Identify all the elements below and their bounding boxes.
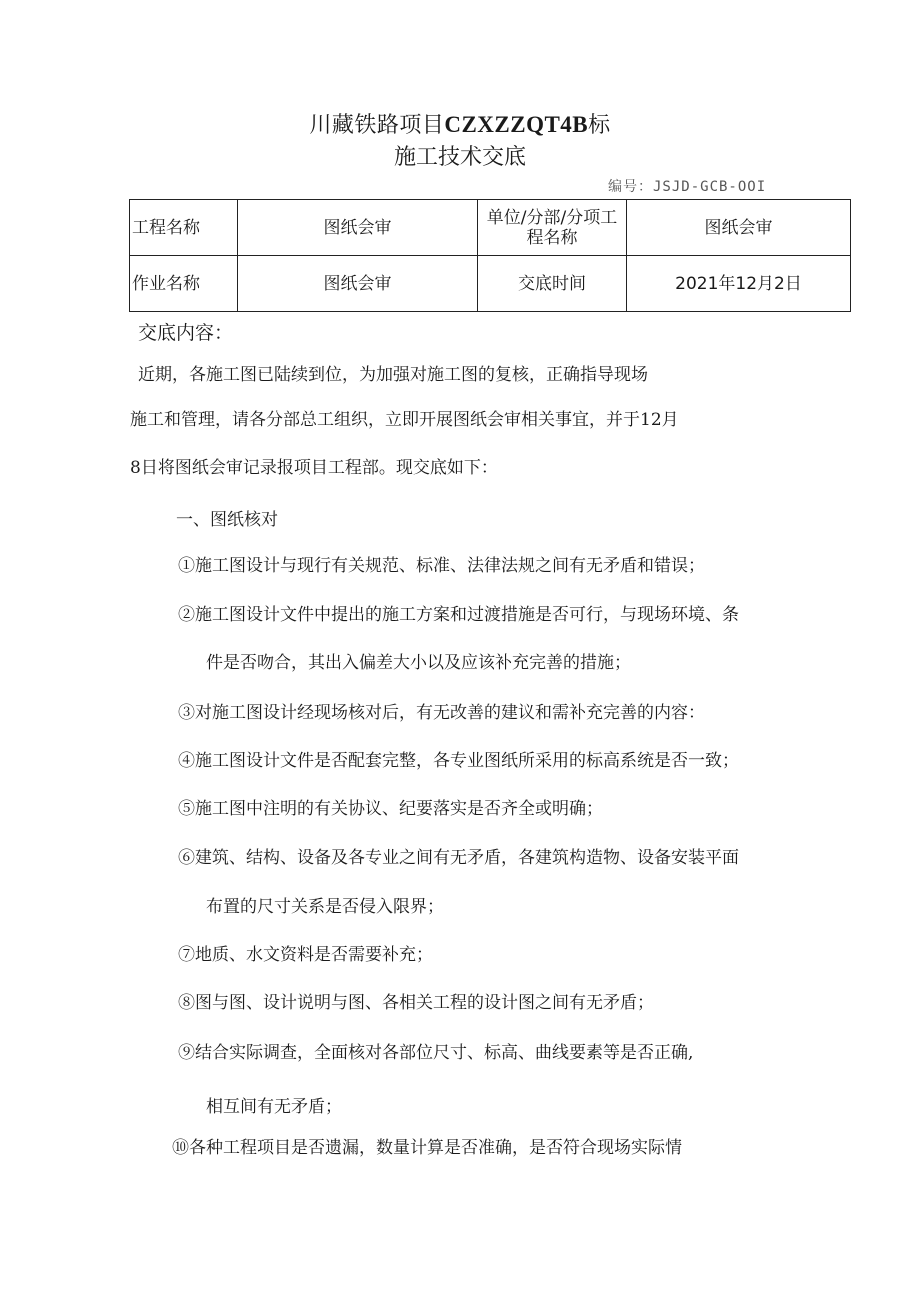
list-item: ④施工图设计文件是否配套完整，各专业图纸所采用的标高系统是否一致； xyxy=(178,751,739,771)
intro-line: 近期，各施工图已陆续到位，为加强对施工图的复核，正确指导现场 xyxy=(138,365,648,385)
work-name-value: 图纸会审 xyxy=(238,256,478,312)
list-item: ⑦地质、水文资料是否需要补充； xyxy=(178,945,433,965)
date-value: 2021年12月2日 xyxy=(627,256,851,312)
document-number: 编号：JSJD-GCB-OOI xyxy=(608,179,767,195)
project-name-label: 工程名称 xyxy=(130,200,238,256)
list-item: ⑧图与图、设计说明与图、各相关工程的设计图之间有无矛盾； xyxy=(178,993,654,1013)
table-row xyxy=(130,256,851,312)
document-title xyxy=(0,110,920,141)
list-item: 件是否吻合，其出入偏差大小以及应该补充完善的措施； xyxy=(206,653,631,673)
subheading: 一、图纸核对 xyxy=(176,510,278,530)
list-item: ⑩各种工程项目是否遗漏，数量计算是否准确，是否符合现场实际情 xyxy=(172,1138,682,1158)
list-item: 相互间有无矛盾； xyxy=(206,1097,342,1117)
unit-value: 图纸会审 xyxy=(627,200,851,256)
title-prefix: 川藏铁路项目 xyxy=(309,113,445,138)
intro-line: 施工和管理，请各分部总工组织，立即开展图纸会审相关事宜，并于12月 xyxy=(130,410,679,430)
info-table xyxy=(129,199,851,312)
list-item: ⑥建筑、结构、设备及各专业之间有无矛盾，各建筑构造物、设备安装平面 xyxy=(178,848,739,868)
list-item: ③对施工图设计经现场核对后，有无改善的建议和需补充完善的内容： xyxy=(178,703,705,723)
list-item: ②施工图设计文件中提出的施工方案和过渡措施是否可行，与现场环境、条 xyxy=(178,605,739,625)
date-label: 交底时间 xyxy=(478,256,627,312)
title-suffix: 标 xyxy=(588,113,611,138)
list-item: ⑨结合实际调查，全面核对各部位尺寸、标高、曲线要素等是否正确, xyxy=(178,1043,694,1063)
list-item: ①施工图设计与现行有关规范、标准、法律法规之间有无矛盾和错误； xyxy=(178,556,705,576)
list-item: ⑤施工图中注明的有关协议、纪要落实是否齐全或明确； xyxy=(178,799,603,819)
intro-line: 8日将图纸会审记录报项目工程部。现交底如下： xyxy=(130,458,498,478)
unit-label: 单位/分部/分项工程名称 xyxy=(478,200,627,256)
section-title: 交底内容： xyxy=(138,322,234,344)
list-item: 布置的尺寸关系是否侵入限界； xyxy=(206,897,444,917)
table-row xyxy=(130,200,851,256)
title-code: CZXZZQT4B xyxy=(444,112,589,137)
work-name-label: 作业名称 xyxy=(130,256,238,312)
project-name-value: 图纸会审 xyxy=(238,200,478,256)
document-subtitle: 施工技术交底 xyxy=(393,145,526,170)
